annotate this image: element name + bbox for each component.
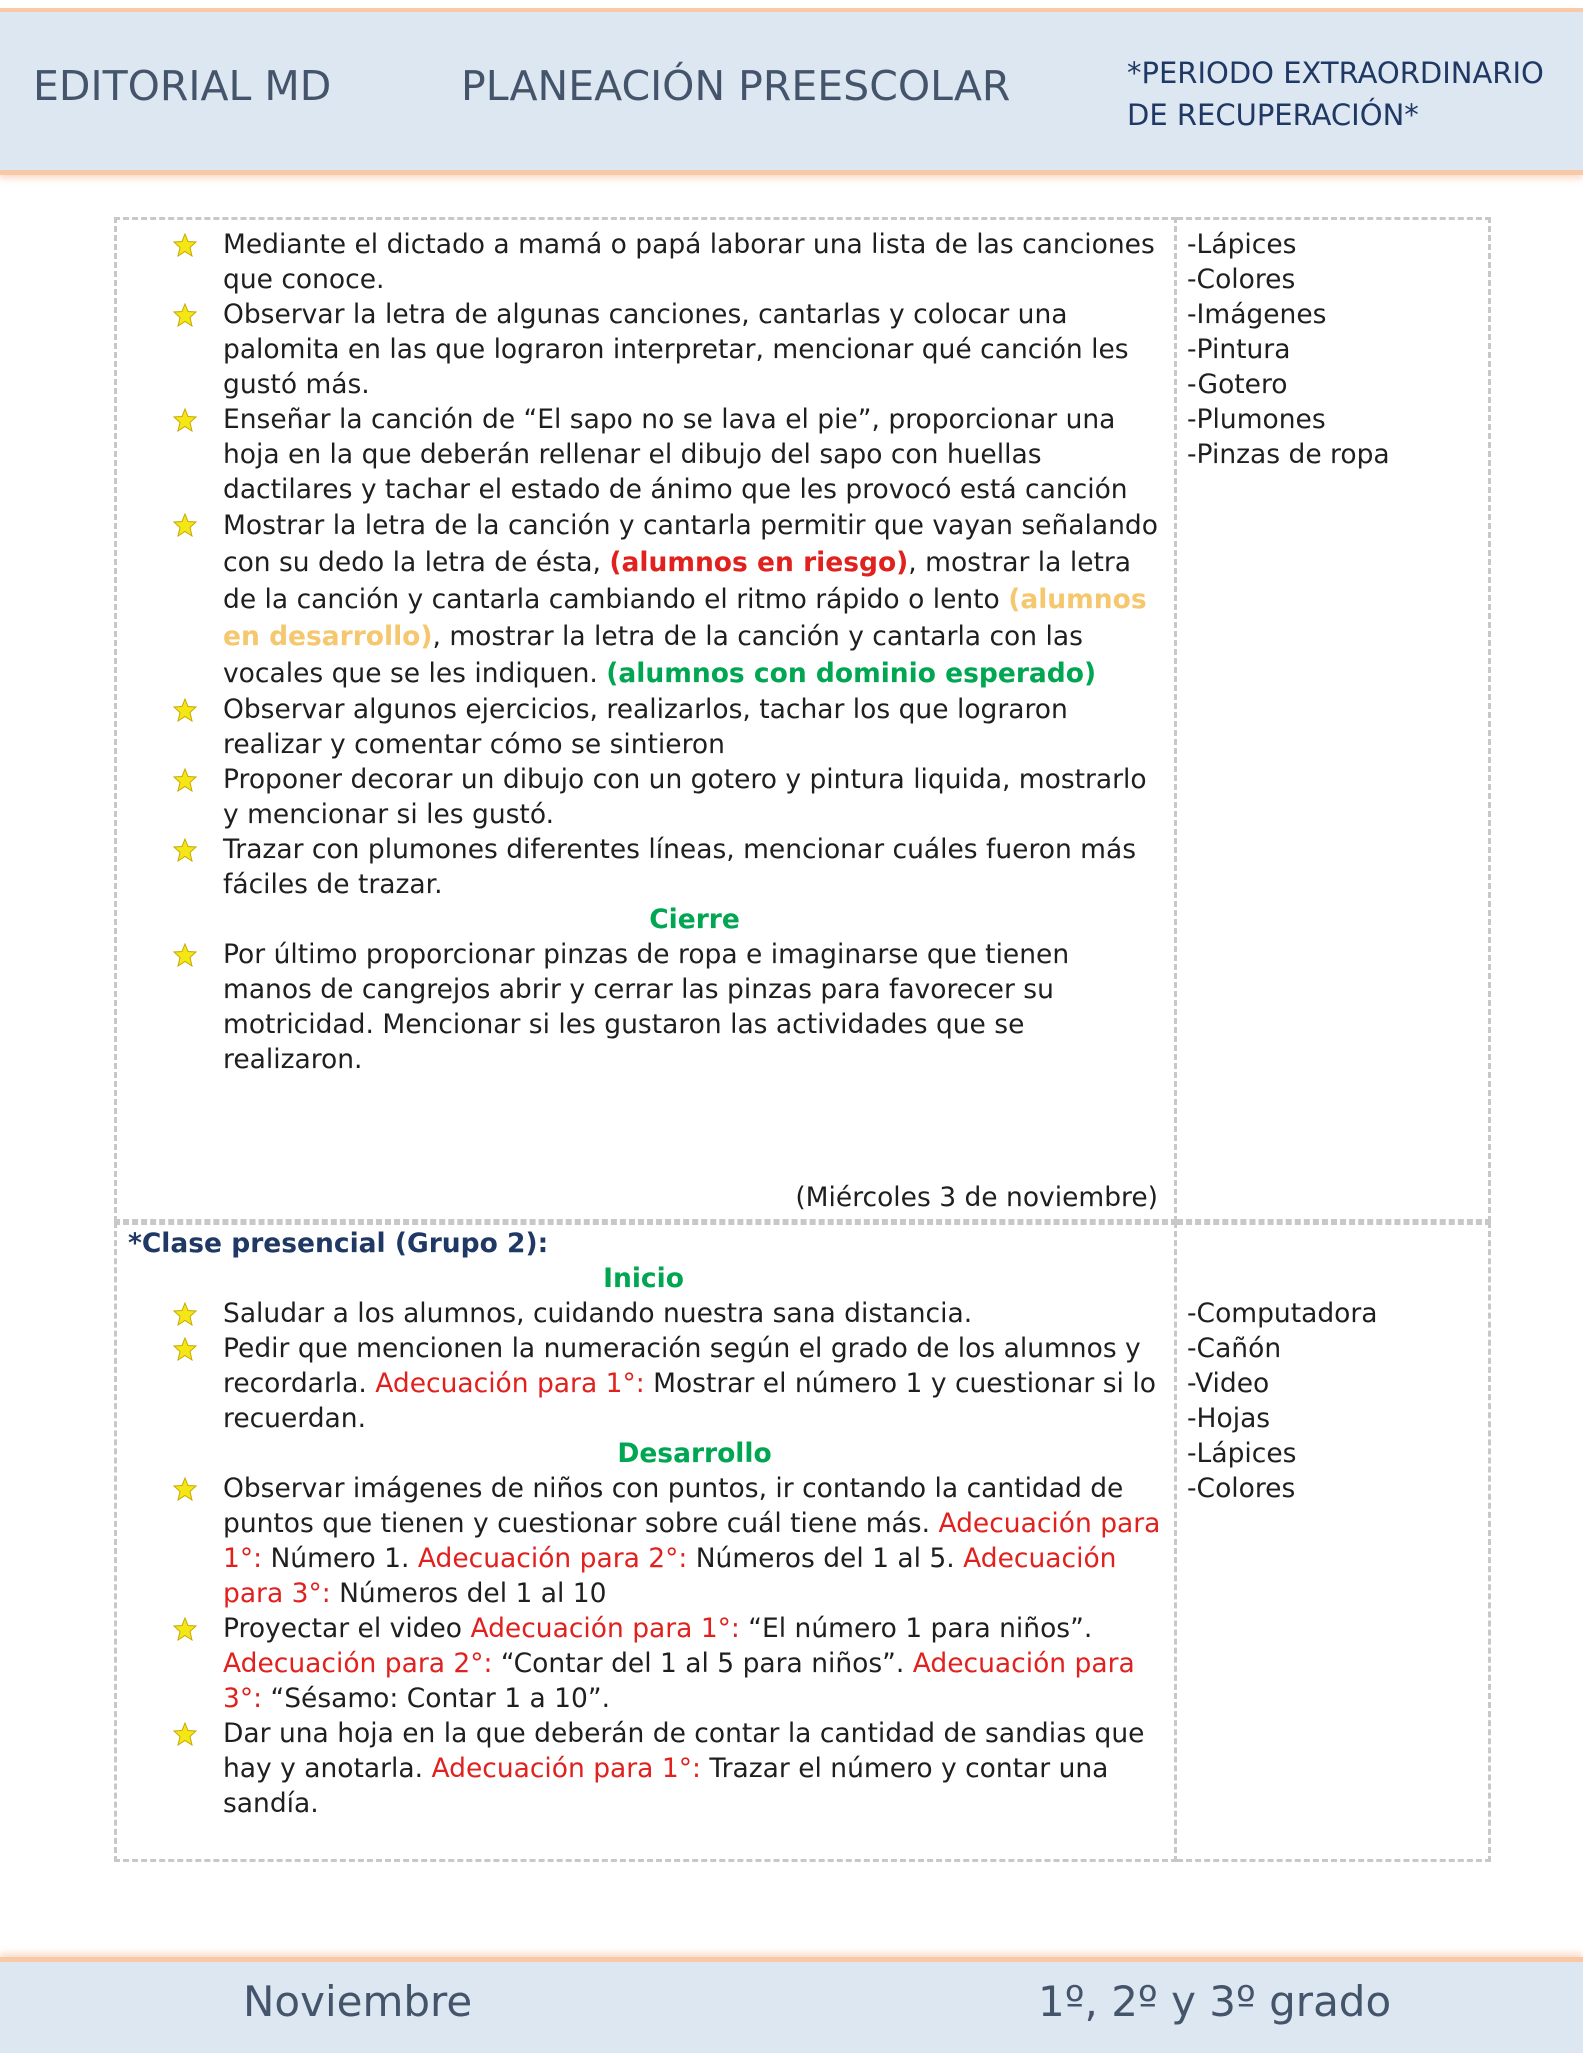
materials-list-2 <box>1187 1296 1378 1506</box>
activity-item: Pedir que mencionen la numeración según el grado de los alumnos y recordarla. Adecuación para 1°: Mostrar el número 1 y cuestionar si lo recuerdan. <box>116 1331 1166 1436</box>
material-item: -Colores <box>1187 1473 1296 1504</box>
closing-activity: Por último proporcionar pinzas de ropa e imaginarse que tienen manos de cangrejos abrir y cerrar las pinzas para favorecer su motricidad. Mencionar si les gustaron las actividades que se realizaron. <box>116 937 1166 1077</box>
star-bullet-icon <box>173 1617 197 1641</box>
adaptation-label: Adecuación para 3°: <box>223 1543 1117 1609</box>
star-bullet-icon <box>173 768 197 792</box>
expected-students-label: (alumnos con dominio esperado) <box>606 658 1097 689</box>
publisher-name: EDITORIAL MD <box>33 62 332 110</box>
star-bullet-icon <box>173 838 197 862</box>
adaptation-label: Adecuación para 2°: <box>223 1648 493 1679</box>
section2-content <box>116 1296 1166 1821</box>
adaptation-label: Adecuación para 1°: <box>431 1753 701 1784</box>
material-item: -Video <box>1187 1368 1270 1399</box>
material-item: -Pintura <box>1187 334 1291 365</box>
activity-item: Dar una hoja en la que deberán de contar la cantidad de sandias que hay y anotarla. Adecuación para 1°: Trazar el número y contar una sandía. <box>116 1716 1166 1821</box>
activity-item: Enseñar la canción de “El sapo no se lava el pie”, proporcionar una hoja en la que deberán rellenar el dibujo del sapo con huellas dactilares y tachar el estado de ánimo que les provocó está canción <box>116 402 1166 507</box>
star-bullet-icon <box>173 698 197 722</box>
star-bullet-icon <box>173 513 197 537</box>
activity-item: Proponer decorar un dibujo con un gotero y pintura liquida, mostrarlo y mencionar si les gustó. <box>116 762 1166 832</box>
material-item: -Gotero <box>1187 369 1288 400</box>
differentiated-activity: Mostrar la letra de la canción y cantarla permitir que vayan señalando con su dedo la letra de ésta, (alumnos en riesgo), mostrar la letra de la canción y cantarla cambiando el ritmo rápido o lento (alumnos en desarrollo), mostrar la letra de la canción y cantarla con las vocales que se les indiquen. (alumnos con dominio esperado) <box>116 507 1166 692</box>
material-item: -Cañón <box>1187 1333 1282 1364</box>
start-heading: Inicio <box>603 1263 684 1294</box>
material-item: -Lápices <box>1187 229 1297 260</box>
closing-heading: Cierre <box>649 904 740 935</box>
developing-students-label: (alumnos en desarrollo) <box>223 584 1147 652</box>
star-bullet-icon <box>173 943 197 967</box>
adaptation-label: Adecuación para 1°: <box>375 1368 645 1399</box>
activity-item: Trazar con plumones diferentes líneas, mencionar cuáles fueron más fáciles de trazar. <box>116 832 1166 902</box>
star-bullet-icon <box>173 303 197 327</box>
material-item: -Lápices <box>1187 1438 1297 1469</box>
star-bullet-icon <box>173 1302 197 1326</box>
page-title: PLANEACIÓN PREESCOLAR <box>461 62 1011 110</box>
activity-item: Observar la letra de algunas canciones, cantarlas y colocar una palomita en las que lograron interpretar, mencionar qué canción les gustó más. <box>116 297 1166 402</box>
activity-item: Mediante el dictado a mamá o papá laborar una lista de las canciones que conoce. <box>116 227 1166 297</box>
footer-grades: 1º, 2º y 3º grado <box>1038 1977 1392 2026</box>
period-label <box>1127 52 1544 136</box>
material-item: -Plumones <box>1187 404 1326 435</box>
section1-content <box>116 227 1166 1077</box>
material-item: -Hojas <box>1187 1403 1271 1434</box>
risk-students-label: (alumnos en riesgo) <box>609 547 909 578</box>
star-bullet-icon <box>173 1722 197 1746</box>
activity-item: Proyectar el video Adecuación para 1°: “El número 1 para niños”. Adecuación para 2°: “Contar del 1 al 5 para niños”. Adecuación para 3°: “Sésamo: Contar 1 a 10”. <box>116 1611 1166 1716</box>
material-item: -Colores <box>1187 264 1296 295</box>
adaptation-label: Adecuación para 3°: <box>223 1648 1135 1714</box>
material-item: -Pinzas de ropa <box>1187 439 1390 470</box>
footer-month: Noviembre <box>243 1977 473 2026</box>
activity-item: Observar imágenes de niños con puntos, ir contando la cantidad de puntos que tienen y cuestionar sobre cuál tiene más. Adecuación para 1°: Número 1. Adecuación para 2°: Números del 1 al 5. Adecuación para 3°: Números del 1 al 10 <box>116 1471 1166 1611</box>
period-line-2: DE RECUPERACIÓN* <box>1127 98 1419 132</box>
material-item: -Computadora <box>1187 1298 1378 1329</box>
adaptation-label: Adecuación para 2°: <box>417 1543 688 1574</box>
development-heading: Desarrollo <box>617 1438 772 1469</box>
group-title: *Clase presencial (Grupo 2): <box>128 1228 549 1259</box>
session-date: (Miércoles 3 de noviembre) <box>795 1182 1158 1213</box>
star-bullet-icon <box>173 1337 197 1361</box>
period-line-1: *PERIODO EXTRAORDINARIO <box>1127 56 1544 90</box>
star-bullet-icon <box>173 408 197 432</box>
material-item: -Imágenes <box>1187 299 1327 330</box>
star-bullet-icon <box>173 233 197 257</box>
star-bullet-icon <box>173 1477 197 1501</box>
adaptation-label: Adecuación para 1°: <box>470 1613 740 1644</box>
materials-list-1 <box>1187 227 1390 472</box>
adaptation-label: Adecuación para 1°: <box>223 1508 1161 1574</box>
activity-item: Observar algunos ejercicios, realizarlos, tachar los que lograron realizar y comentar cómo se sintieron <box>116 692 1166 762</box>
activity-item: Saludar a los alumnos, cuidando nuestra sana distancia. <box>116 1296 1166 1331</box>
